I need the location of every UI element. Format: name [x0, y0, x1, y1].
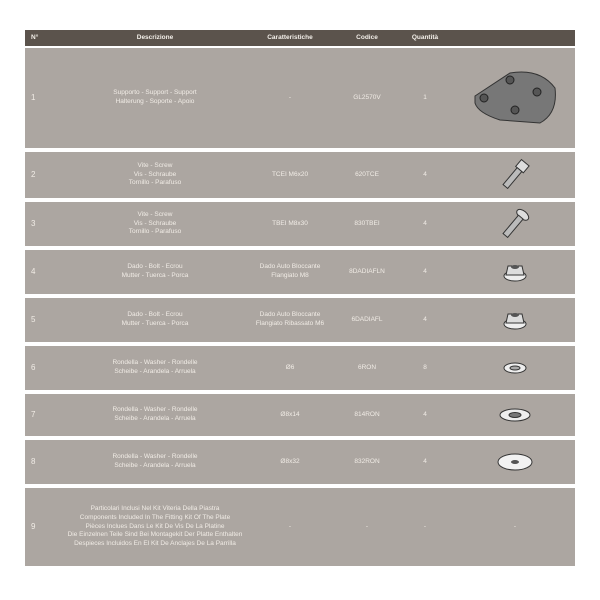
item-code: 832RON: [354, 457, 380, 465]
text-line: Halterung - Soporte - Apoio: [115, 98, 195, 105]
item-description: [65, 394, 245, 436]
washer-large-icon: [455, 440, 575, 484]
text-line: Mutter - Tuerca - Porca: [121, 272, 189, 279]
item-code: 830TBEI: [354, 219, 380, 227]
text-line: Scheibe - Arandela - Arruela: [114, 368, 196, 375]
text-line: Flangiato Ribassato M6: [255, 320, 325, 327]
item-characteristics: [245, 298, 335, 342]
item-quantity: 4: [423, 267, 427, 275]
item-quantity: 4: [423, 410, 427, 418]
item-code: -: [365, 522, 369, 530]
item-number: 8: [31, 456, 36, 466]
text-line: Vis - Schraube: [133, 170, 177, 178]
item-quantity: 1: [423, 93, 427, 101]
item-characteristics: -: [288, 93, 292, 101]
table-row: [25, 346, 575, 390]
item-image: -: [513, 522, 517, 530]
text-line: Dado - Bolt - Ecrou: [127, 311, 183, 319]
text-line: Tornillo - Parafuso: [128, 228, 182, 236]
text-line: Flangiato M8: [271, 272, 309, 279]
nut-icon: [455, 250, 575, 294]
text-line: Scheibe - Arandela - Arruela: [114, 415, 196, 422]
table-row: [25, 488, 575, 566]
text-line: Supporto - Support - Support: [113, 89, 197, 97]
item-code: 8DADIAFLN: [349, 267, 385, 275]
header-quantity: Quantità: [411, 33, 439, 41]
table-row: [25, 152, 575, 198]
header-code: Codice: [356, 33, 378, 41]
header-characteristics: Caratteristiche: [267, 33, 313, 41]
item-characteristics: -: [288, 522, 292, 530]
text-line: Rondella - Washer - Rondelle: [112, 406, 198, 414]
item-number: 4: [31, 266, 36, 276]
screw-socket-icon: [455, 152, 575, 198]
text-line: Pièces Inclues Dans Le Kit De Vis De La Platine: [85, 522, 225, 530]
item-description: [65, 250, 245, 294]
text-line: Rondella - Washer - Rondelle: [112, 453, 198, 461]
text-line: Particolari Inclusi Nel Kit Viteria Della Piastra: [90, 505, 220, 513]
text-line: Components Included In The Fitting Kit Of The Plate: [79, 513, 231, 521]
item-characteristics: [245, 250, 335, 294]
item-characteristics: TCEI M6x20: [271, 170, 309, 178]
item-quantity: 4: [423, 219, 427, 227]
text-line: Rondella - Washer - Rondelle: [112, 359, 198, 367]
nut-icon: [455, 298, 575, 342]
item-description: [65, 488, 245, 566]
text-line: Die Einzelnen Teile Sind Bei Montagekit Der Platte Enthalten: [67, 531, 243, 539]
text-line: Mutter - Tuerca - Porca: [121, 320, 189, 327]
item-quantity: 4: [423, 315, 427, 323]
header-number: N°: [31, 33, 39, 41]
item-description: [65, 298, 245, 342]
item-number: 3: [31, 218, 36, 228]
item-number: 9: [31, 521, 36, 531]
washer-icon: [455, 394, 575, 436]
item-code: 6RON: [357, 363, 377, 371]
item-quantity: 4: [423, 170, 427, 178]
table-row: [25, 48, 575, 148]
text-line: Dado Auto Bloccante: [259, 263, 321, 271]
item-characteristics: Ø8x32: [280, 457, 300, 465]
item-number: 7: [31, 409, 36, 419]
text-line: Despieces Incluidos En El Kit De Anclajes De La Parrilla: [74, 540, 236, 548]
text-line: Vite - Screw: [137, 210, 173, 218]
item-description: [65, 440, 245, 484]
screw-button-icon: [455, 202, 575, 246]
item-description: [65, 48, 245, 148]
item-description: [65, 346, 245, 390]
plate-icon: [455, 48, 575, 148]
text-line: Vis - Schraube: [133, 219, 177, 227]
table-row: [25, 440, 575, 484]
item-code: 814RON: [354, 410, 380, 418]
item-quantity: 8: [423, 363, 427, 371]
washer-small-icon: [455, 346, 575, 390]
table-row: [25, 394, 575, 436]
table-row: [25, 202, 575, 246]
item-characteristics: TBEI M8x30: [272, 219, 308, 227]
table-row: [25, 250, 575, 294]
text-line: Scheibe - Arandela - Arruela: [114, 462, 196, 469]
item-description: [65, 202, 245, 246]
table-row: [25, 298, 575, 342]
item-code: 6DADIAFL: [351, 315, 383, 323]
item-code: 620TCE: [355, 170, 379, 178]
item-quantity: 4: [423, 457, 427, 465]
header-description: Descrizione: [136, 33, 174, 41]
item-quantity: -: [423, 522, 427, 530]
text-line: Tornillo - Parafuso: [128, 179, 182, 187]
text-line: Vite - Screw: [137, 161, 173, 169]
item-number: 6: [31, 362, 36, 372]
item-description: [65, 152, 245, 198]
table-header: [25, 30, 575, 46]
text-line: Dado Auto Bloccante: [259, 311, 321, 319]
item-number: 5: [31, 314, 36, 324]
item-number: 2: [31, 169, 36, 179]
item-number: 1: [31, 92, 36, 102]
text-line: Dado - Bolt - Ecrou: [127, 263, 183, 271]
item-characteristics: Ø8x14: [280, 410, 300, 418]
item-code: GL2570V: [353, 93, 381, 101]
item-characteristics: Ø6: [285, 363, 295, 371]
